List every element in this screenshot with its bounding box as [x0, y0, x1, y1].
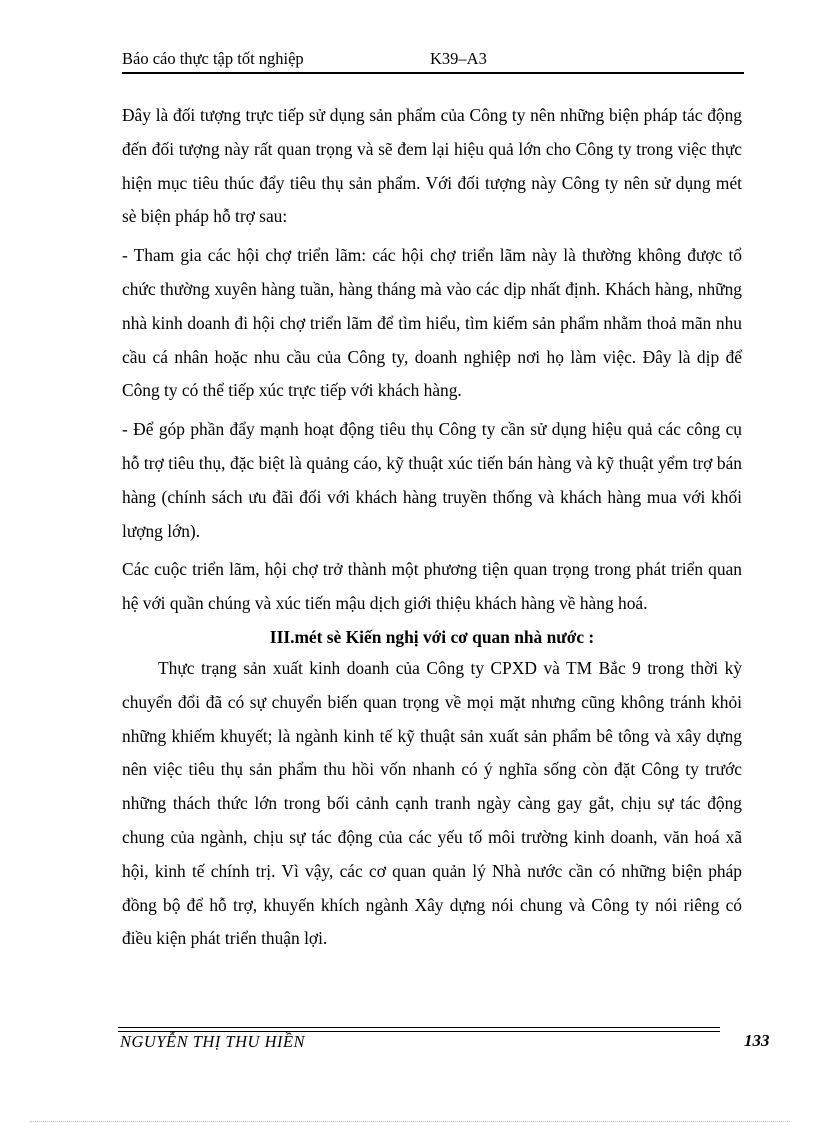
page-body: [122, 99, 742, 956]
section-heading: III.mét sè Kiến nghị với cơ quan nhà nước :: [269, 626, 595, 647]
body-paragraph-2: - Tham gia các hội chợ triển lãm: các hội chợ triển lãm này là thường không được tổ chức thường xuyên hàng tuần, hàng tháng mà vào các dịp nhất định. Khách hàng, những nhà kinh doanh đi hội chợ triển lãm để tìm hiểu, tìm kiếm sản phẩm nhằm thoả mãn nhu cầu cá nhân hoặc nhu cầu của Công ty, doanh nghiệp nơi họ làm việc. Đây là dịp để Công ty có thể tiếp xúc trực tiếp với khách hàng.: [122, 245, 742, 401]
page-number: 133: [744, 1031, 770, 1050]
author-name: NGUYỄN THỊ THU HIỀN: [120, 1032, 306, 1051]
class-code: K39–A3: [430, 49, 487, 68]
report-title: Báo cáo thực tập tốt nghiệp: [122, 49, 304, 68]
body-paragraph-4: Các cuộc triển lãm, hội chợ trở thành một phương tiện quan trọng trong phát triển quan hệ với quần chúng và xúc tiến mậu dịch giới thiệu khách hàng về hàng hoá.: [122, 559, 742, 614]
header-divider: [122, 72, 744, 74]
footer-divider: [118, 1027, 720, 1028]
body-paragraph-1: Đây là đối tượng trực tiếp sử dụng sản phẩm của Công ty nên những biện pháp tác động đến đối tượng này rất quan trọng và sẽ đem lại hiệu quả lớn cho Công ty trong việc thực hiện mục tiêu thúc đẩy tiêu thụ sản phẩm. Với đối tượng này Công ty nên sử dụng mét sè biện pháp hỗ trợ sau:: [122, 105, 742, 227]
page-edge-divider: [30, 1121, 790, 1122]
page-header: [122, 49, 744, 71]
body-paragraph-3: - Để góp phần đẩy mạnh hoạt động tiêu thụ Công ty cần sử dụng hiệu quả các công cụ hỗ trợ tiêu thụ, đặc biệt là quảng cáo, kỹ thuật xúc tiến bán hàng và kỹ thuật yểm trợ bán hàng (chính sách ưu đãi đối với khách hàng truyền thống và khách hàng mua với khối lượng lớn).: [122, 419, 742, 541]
body-paragraph-5: Thực trạng sản xuất kinh doanh của Công ty CPXD và TM Bắc 9 trong thời kỳ chuyển đổi đã có sự chuyển biến quan trọng về mọi mặt nhưng cũng không tránh khỏi những khiếm khuyết; là ngành kinh tế kỹ thuật sản xuất sản phẩm bê tông và xây dựng nên việc tiêu thụ sản phẩm thu hồi vốn nhanh có ý nghĩa sống còn đặt Công ty trước những thách thức lớn trong bối cảnh cạnh tranh ngày càng gay gắt, chịu sự tác động chung của ngành, chịu sự tác động của các yếu tố môi trường kinh doanh, văn hoá xã hội, kinh tế chính trị. Vì vậy, các cơ quan quản lý Nhà nước cần có những biện pháp đồng bộ để hỗ trợ, khuyến khích ngành Xây dựng nói chung và Công ty nói riêng có điều kiện phát triển thuận lợi.: [122, 657, 742, 949]
